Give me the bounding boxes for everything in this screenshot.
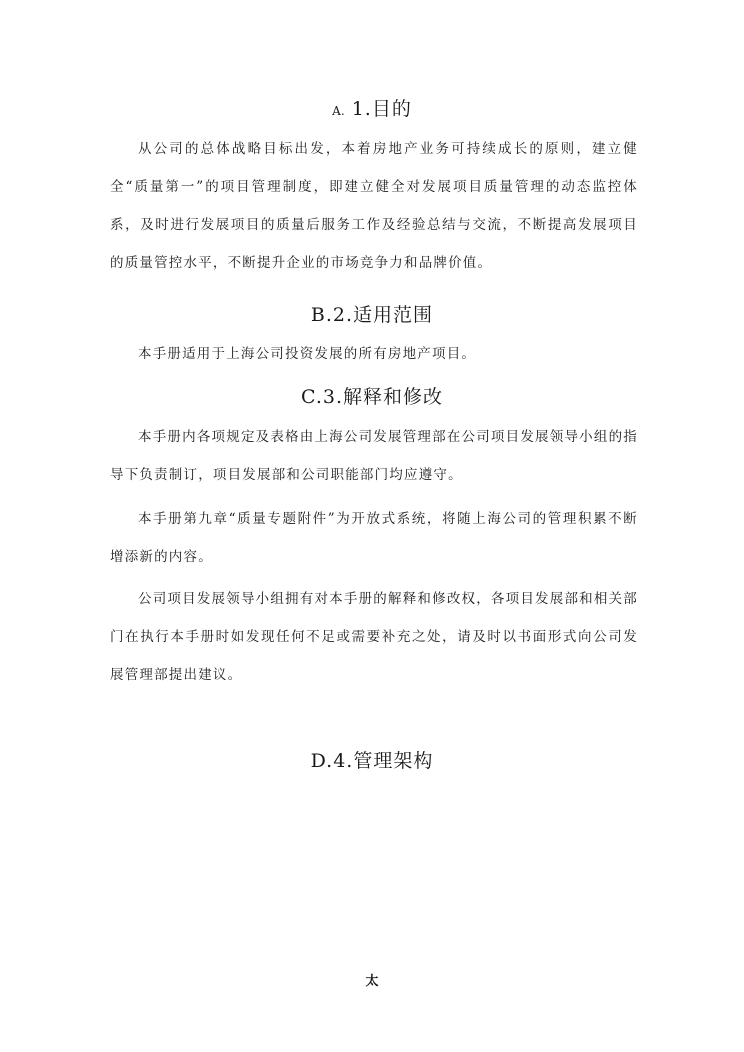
section-heading-scope: B.2.适用范围: [310, 304, 434, 326]
page-number: 太: [365, 974, 379, 989]
section-heading-purpose: [0, 94, 744, 121]
paragraph-purpose: 从公司的总体战略目标出发，本着房地产业务可持续成长的原则，建立健全“质量第一”的项目管理制度，即建立健全对发展项目质量管理的动态监控体系，及时进行发展项目的质量后服务工作及经验总结与交流，不断提高发展项目的质量管控水平，不断提升企业的市场竞争力和品牌价值。: [110, 141, 638, 271]
paragraph-interpretation-3: 公司项目发展领导小组拥有对本手册的解释和修改权，各项目发展部和相关部门在执行本手册时如发现任何不足或需要补充之处，请及时以书面形式向公司发展管理部提出建议。: [110, 591, 638, 683]
paragraph-scope: 本手册适用于上海公司投资发展的所有房地产项目。: [138, 346, 477, 362]
section-title: 1.目的: [351, 98, 412, 120]
section-heading-structure: D.4.管理架构: [310, 750, 434, 772]
section-prefix: A.: [332, 104, 345, 118]
paragraph-interpretation-2: 本手册第九章“质量专题附件”为开放式系统，将随上海公司的管理积累不断增添新的内容。: [110, 511, 638, 565]
paragraph-interpretation-1: 本手册内各项规定及表格由上海公司发展管理部在公司项目发展领导小组的指导下负责制订，项目发展部和公司职能部门均应遵守。: [110, 429, 638, 483]
section-heading-interpretation: C.3.解释和修改: [300, 386, 444, 408]
